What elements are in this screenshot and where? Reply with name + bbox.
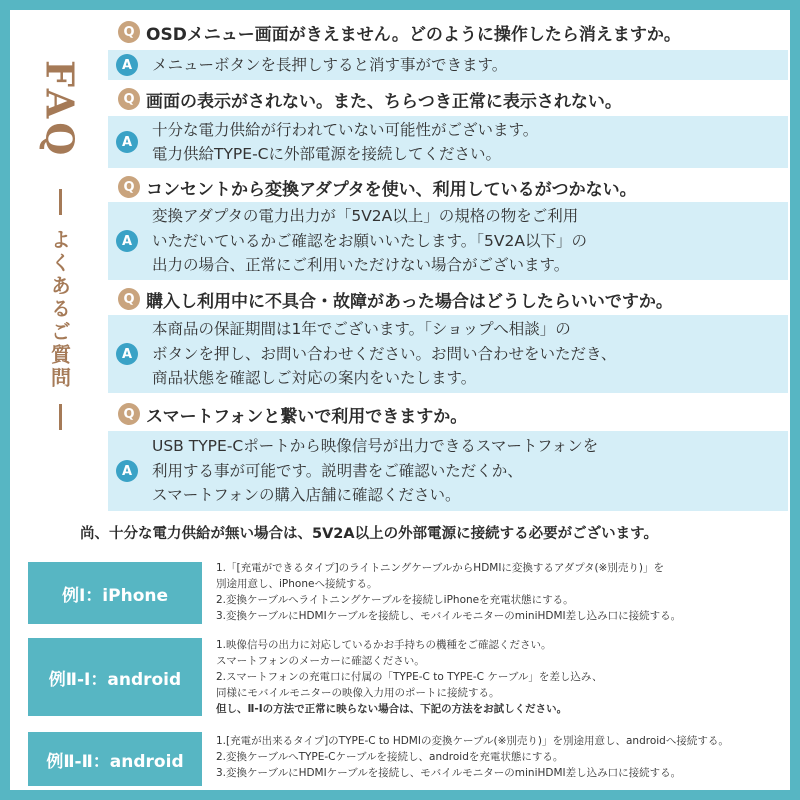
example-line: 2.変換ケーブルへライトニングケーブルを接続しiPhoneを充電状態にする。 (216, 594, 574, 606)
example-1-label: 例Ⅰ：iPhone (28, 562, 202, 624)
question-text: OSDメニュー画面がきえません。どのように操作したら消えますか。 (146, 24, 681, 45)
example-line: 3.変換ケーブルにHDMIケーブルを接続し、モバイルモニターのminiHDMI差し込み口に接続する。 (216, 767, 682, 779)
example-3-label: 例Ⅱ-Ⅱ：android (28, 732, 202, 786)
answer-2 (108, 116, 788, 168)
example-1-text (216, 560, 786, 624)
answer-line: 十分な電力供給が行われていない可能性がございます。 (152, 120, 539, 139)
question-text: 購入し利用中に不具合・故障があった場合はどうしたらいいですか。 (146, 291, 673, 312)
q-icon: Q (118, 88, 140, 110)
a-icon: A (116, 230, 138, 252)
question-3 (118, 175, 798, 199)
q-icon: Q (118, 403, 140, 425)
answer-3 (108, 202, 788, 280)
example-line: 別途用意し、iPhoneへ接続する。 (216, 578, 378, 590)
question-2 (118, 87, 798, 111)
example-3-text (216, 733, 786, 781)
faq-subtitle: よくあるご質問 (47, 229, 72, 390)
question-text: 画面の表示がされない。また、ちらつき正常に表示されない。 (146, 91, 622, 112)
question-text: コンセントから変換アダプタを使い、利用しているがつかない。 (146, 179, 637, 200)
answer-line: ボタンを押し、お問い合わせください。お問い合わせをいただき、 (152, 344, 617, 363)
side-heading (37, 60, 83, 470)
answer-line: 変換アダプタの電力出力が「5V2A以上」の規格の物をご利用 (152, 207, 579, 226)
answer-5 (108, 431, 788, 511)
example-line: 2.変換ケーブルへTYPE-Cケーブルを接続し、androidを充電状態にする。 (216, 751, 564, 763)
question-5 (118, 402, 798, 426)
a-icon: A (116, 54, 138, 76)
q-icon: Q (118, 21, 140, 43)
answer-line: スマートフォンの購入店舗に確認ください。 (152, 486, 461, 505)
divider-top (59, 189, 62, 215)
faq-title: FAQ (37, 60, 83, 160)
answer-line: USB TYPE-Cポートから映像信号が出力できるスマートフォンを (152, 437, 599, 456)
example-line: スマートフォンのメーカーに確認ください。 (216, 655, 425, 667)
example-line: 1.「[充電ができるタイプ]のライトニングケーブルからHDMIに変換するアダプタ(※別売り)」を (216, 562, 664, 574)
question-text: スマートフォンと繋いで利用できますか。 (146, 406, 468, 427)
example-line: 3.変換ケーブルにHDMIケーブルを接続し、モバイルモニターのminiHDMI差し込み口に接続する。 (216, 610, 682, 622)
a-icon: A (116, 343, 138, 365)
question-4 (118, 287, 798, 311)
a-icon: A (116, 131, 138, 153)
example-line: 2.スマートフォンの充電口に付属の「TYPE-C to TYPE-C ケーブル」を差し込み、 (216, 671, 603, 683)
example-2-label: 例Ⅱ-Ⅰ：android (28, 638, 202, 716)
answer-line: 商品状態を確認しご対応の案内をいたします。 (152, 369, 477, 388)
example-2-text (216, 637, 786, 717)
example-line: 1.映像信号の出力に対応しているかお手持ちの機種をご確認ください。 (216, 639, 552, 651)
answer-line: 電力供給TYPE-Cに外部電源を接続してください。 (152, 145, 501, 163)
example-line: 但し、Ⅱ-Ⅰの方法で正常に映らない場合は、下記の方法をお試しください。 (216, 703, 568, 715)
q-icon: Q (118, 288, 140, 310)
answer-line: いただいているかご確認をお願いいたします。「5V2A以下」の (152, 231, 587, 250)
answer-line: 出力の場合、正常にご利用いただけない場合がございます。 (152, 256, 570, 275)
answer-4 (108, 315, 788, 393)
answer-line: 利用する事が可能です。説明書をご確認いただくか、 (152, 461, 523, 480)
power-note: 尚、十分な電力供給が無い場合は、5V2A以上の外部電源に接続する必要がございます。 (80, 526, 658, 542)
answer-line: メニューボタンを長押しすると消す事ができます。 (152, 55, 508, 74)
a-icon: A (116, 460, 138, 482)
answer-line: 本商品の保証期間は1年でございます。「ショップへ相談」の (152, 320, 571, 339)
q-icon: Q (118, 176, 140, 198)
question-1 (118, 20, 798, 44)
example-line: 同様にモバイルモニターの映像入力用のポートに接続する。 (216, 687, 500, 699)
divider-bottom (59, 404, 62, 430)
answer-1 (108, 50, 788, 80)
example-line: 1.[充電が出来るタイプ]のTYPE-C to HDMIの変換ケーブル(※別売り)」を別途用意し、androidへ接続する。 (216, 735, 729, 747)
